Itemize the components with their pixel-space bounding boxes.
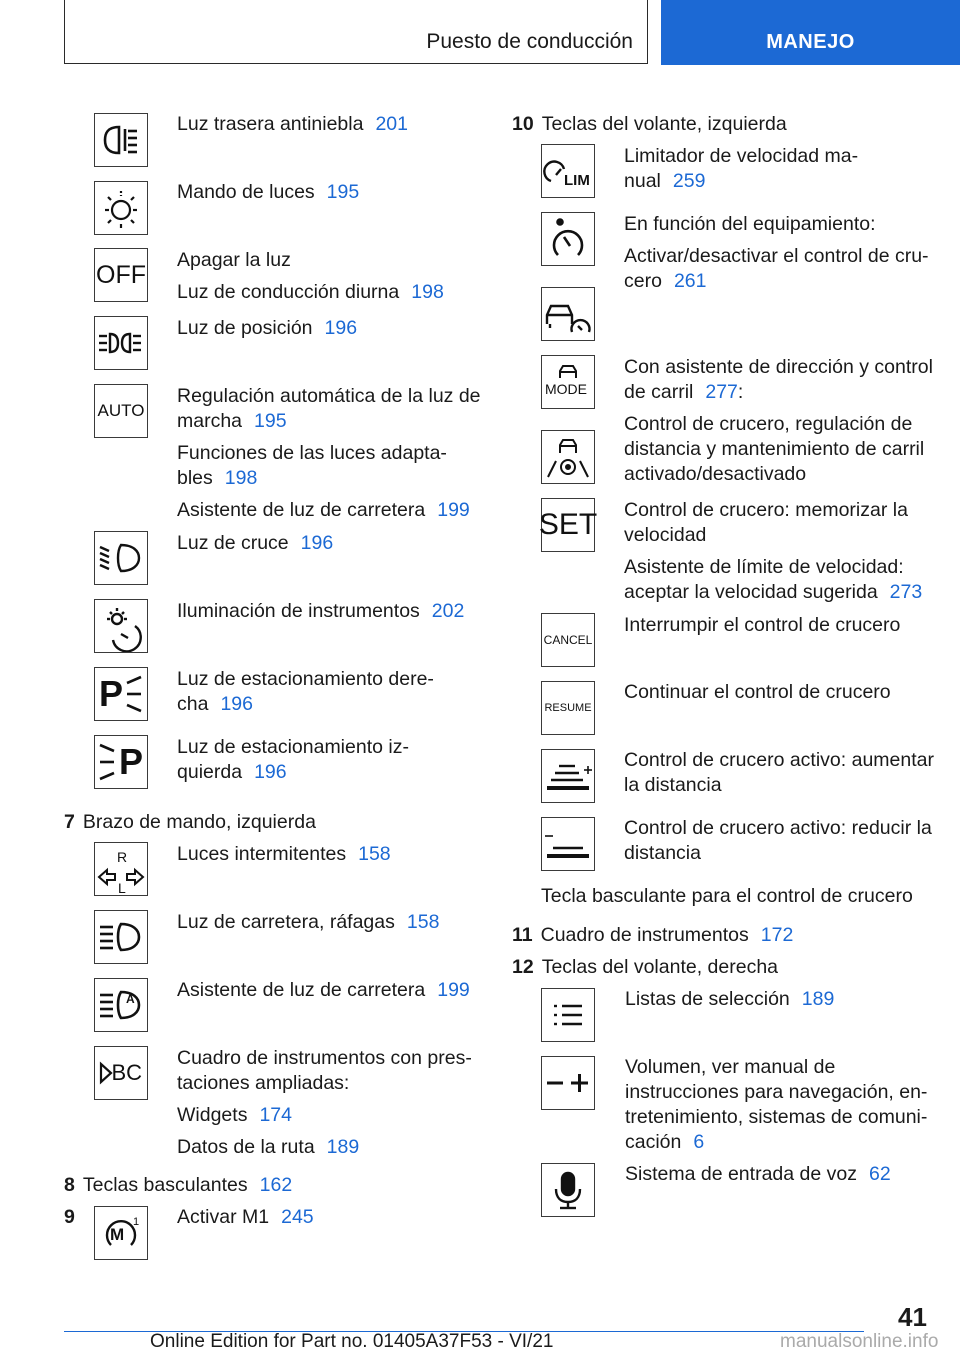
high-beam-entry: Luz de carretera, ráfagas 158 bbox=[177, 911, 440, 933]
chapter-title: MANEJO bbox=[766, 31, 855, 53]
light-switch-entry: Mando de luces 195 bbox=[177, 181, 360, 203]
voice-input-entry: Sistema de entrada de voz 62 bbox=[625, 1163, 891, 1185]
cruise-control-line2: cero 261 bbox=[624, 270, 707, 292]
cruise-control-line1: Activar/desactivar el control de cru- bbox=[624, 245, 929, 267]
footer-edition: Online Edition for Part no. 01405A37F53 - VI/21 bbox=[150, 1331, 554, 1352]
steering-assist-line1: Con asistente de dirección y control bbox=[624, 356, 933, 378]
acc-line1: Control de crucero, regulación de bbox=[624, 413, 913, 435]
section-tab[interactable] bbox=[64, 0, 648, 64]
widgets-entry: Widgets 174 bbox=[177, 1104, 292, 1126]
speed-limit-assist-line1: Asistente de límite de velocidad: bbox=[624, 556, 904, 578]
item-9-heading: 9 bbox=[64, 1206, 75, 1228]
light-switch-icon bbox=[94, 181, 148, 235]
page-ref-link[interactable]: 174 bbox=[259, 1104, 292, 1126]
svg-text:LIM: LIM bbox=[564, 172, 590, 189]
page-ref-link[interactable]: 158 bbox=[358, 843, 391, 865]
page-ref-link[interactable]: 196 bbox=[324, 317, 358, 339]
acc-line3: activado/desactivado bbox=[624, 463, 807, 485]
distance-increase-line2: la distancia bbox=[624, 774, 722, 796]
page-ref-link[interactable]: 6 bbox=[693, 1131, 705, 1153]
distance-decrease-line1: Control de crucero activo: reducir la bbox=[624, 817, 932, 839]
speed-limiter-line2: nual 259 bbox=[624, 170, 706, 192]
speed-limiter-line1: Limitador de velocidad ma- bbox=[624, 145, 859, 167]
instrument-lighting-icon bbox=[94, 599, 148, 653]
selection-lists-entry: Listas de selección 189 bbox=[625, 988, 835, 1010]
volume-line4: cación 6 bbox=[625, 1131, 705, 1153]
volume-line1: Volumen, ver manual de bbox=[625, 1056, 836, 1078]
set-line2: velocidad bbox=[624, 524, 707, 546]
position-light-icon bbox=[94, 316, 148, 370]
bc-line2: taciones ampliadas: bbox=[177, 1072, 350, 1094]
svg-text:1: 1 bbox=[133, 1216, 140, 1228]
set-button-icon: SET bbox=[541, 498, 595, 552]
volume-line3: tretenimiento, sistemas de comuni- bbox=[625, 1106, 928, 1128]
lights-off-icon: OFF bbox=[94, 248, 148, 302]
page-ref-link[interactable]: 62 bbox=[868, 1163, 891, 1185]
section-title: Puesto de conducción bbox=[426, 30, 633, 53]
cancel-button-icon: CANCEL bbox=[541, 613, 595, 667]
svg-text:R: R bbox=[117, 849, 128, 865]
page-ref-link[interactable]: 172 bbox=[760, 924, 794, 946]
page-ref-link[interactable]: 158 bbox=[406, 911, 440, 933]
page-ref-link[interactable]: 199 bbox=[437, 499, 470, 521]
adaptive-light-line1: Funciones de las luces adapta- bbox=[177, 442, 447, 464]
auto-light-icon: AUTO bbox=[94, 384, 148, 438]
page-ref-link[interactable]: 196 bbox=[254, 761, 287, 783]
page-ref-link[interactable]: 273 bbox=[889, 581, 923, 603]
parking-light-left-line1: Luz de estacionamiento iz- bbox=[177, 736, 409, 758]
item-8-heading: 8 Teclas basculantes 162 bbox=[64, 1174, 293, 1196]
set-line1: Control de crucero: memorizar la bbox=[624, 499, 908, 521]
page-ref-link[interactable]: 261 bbox=[673, 270, 707, 292]
parking-light-left-icon: P bbox=[94, 735, 148, 789]
bc-button-icon: BC bbox=[94, 1046, 148, 1100]
auto-light-line1: Regulación automática de la luz de bbox=[177, 385, 481, 407]
trip-data-entry: Datos de la ruta 189 bbox=[177, 1136, 360, 1158]
rocker-switch-note: Tecla basculante para el control de crucero bbox=[541, 885, 913, 907]
item-7-heading: 7 Brazo de mando, izquierda bbox=[64, 811, 316, 833]
equipment-note: En función del equipamiento: bbox=[624, 213, 876, 235]
svg-text:MODE: MODE bbox=[545, 381, 587, 397]
turn-signal-icon bbox=[94, 842, 148, 896]
list-menu-icon bbox=[541, 988, 595, 1042]
distance-increase-line1: Control de crucero activo: aumentar bbox=[624, 749, 934, 771]
page-ref-link[interactable]: 162 bbox=[259, 1174, 293, 1196]
volume-line2: instrucciones para navegación, en- bbox=[625, 1081, 928, 1103]
chapter-tab[interactable] bbox=[661, 0, 960, 65]
svg-text:L: L bbox=[118, 880, 126, 895]
high-beam-assist-2-entry: Asistente de luz de carretera 199 bbox=[177, 979, 470, 1001]
car-speed-icon bbox=[541, 287, 595, 341]
page-ref-link[interactable]: 198 bbox=[224, 467, 258, 489]
page-ref-link[interactable]: 195 bbox=[254, 410, 287, 432]
m1-button-icon bbox=[94, 1206, 148, 1260]
page-number: 41 bbox=[898, 1302, 927, 1332]
page-ref-link[interactable]: 201 bbox=[375, 113, 408, 135]
microphone-icon bbox=[541, 1163, 595, 1217]
instrument-lighting-entry: Iluminación de instrumentos 202 bbox=[177, 600, 465, 622]
resume-button-icon: RESUME bbox=[541, 681, 595, 735]
page-ref-link[interactable]: 259 bbox=[672, 170, 706, 192]
item-11-heading: 11 Cuadro de instrumentos 172 bbox=[512, 924, 794, 946]
cancel-entry: Interrumpir el control de crucero bbox=[624, 614, 901, 636]
page-ref-link[interactable]: 196 bbox=[300, 532, 334, 554]
page-ref-link[interactable]: 195 bbox=[326, 181, 360, 203]
resume-entry: Continuar el control de crucero bbox=[624, 681, 891, 703]
distance-decrease-line2: distancia bbox=[624, 842, 701, 864]
header-bar bbox=[0, 0, 960, 66]
acc-line2: distancia y mantenimiento de carril bbox=[624, 438, 925, 460]
lane-assist-icon bbox=[541, 430, 595, 484]
volume-icon bbox=[541, 1056, 595, 1110]
high-beam-assist-icon bbox=[94, 978, 148, 1032]
item-12-heading: 12 Teclas del volante, derecha bbox=[512, 956, 779, 978]
low-beam-icon bbox=[94, 531, 148, 585]
page-ref-link[interactable]: 245 bbox=[281, 1206, 314, 1228]
svg-text:A: A bbox=[126, 992, 135, 1006]
parking-light-left-line2: quierda 196 bbox=[177, 761, 287, 783]
auto-light-line2: marcha 195 bbox=[177, 410, 287, 432]
parking-light-right-line1: Luz de estacionamiento dere- bbox=[177, 668, 434, 690]
item-10-heading: 10 Teclas del volante, izquierda bbox=[512, 113, 787, 135]
position-light-entry: Luz de posición 196 bbox=[177, 317, 358, 339]
lights-off-entry: Apagar la luz bbox=[177, 249, 291, 271]
speed-limiter-icon bbox=[541, 144, 595, 198]
page-ref-link[interactable]: 189 bbox=[326, 1136, 360, 1158]
page-ref-link[interactable]: 196 bbox=[220, 693, 253, 715]
page-ref-link[interactable]: 277 bbox=[705, 381, 738, 403]
page-ref-link[interactable]: 199 bbox=[437, 979, 470, 1001]
parking-light-right-line2: cha 196 bbox=[177, 693, 253, 715]
turn-signal-entry: Luces intermitentes 158 bbox=[177, 843, 391, 865]
page-ref-link[interactable]: 198 bbox=[411, 281, 444, 303]
parking-light-right-icon: P bbox=[94, 667, 148, 721]
speed-limit-assist-line2: aceptar la velocidad sugerida 273 bbox=[624, 581, 923, 603]
rear-fog-light-icon bbox=[94, 113, 148, 167]
bc-line1: Cuadro de instrumentos con pres- bbox=[177, 1047, 472, 1069]
cruise-control-icon bbox=[541, 212, 595, 266]
page-ref-link[interactable]: 202 bbox=[431, 600, 465, 622]
drive-mode-icon bbox=[541, 355, 595, 409]
high-beam-assist-entry: Asistente de luz de carretera 199 bbox=[177, 499, 470, 521]
distance-decrease-icon bbox=[541, 817, 595, 871]
distance-increase-icon bbox=[541, 749, 595, 803]
high-beam-icon bbox=[94, 910, 148, 964]
drl-entry: Luz de conducción diurna 198 bbox=[177, 281, 444, 303]
m1-entry: Activar M1 245 bbox=[177, 1206, 314, 1228]
rear-fog-light-entry: Luz trasera antiniebla 201 bbox=[177, 113, 408, 135]
steering-assist-line2: de carril 277: bbox=[624, 381, 744, 403]
svg-text:M: M bbox=[110, 1225, 125, 1244]
adaptive-light-line2: bles 198 bbox=[177, 467, 258, 489]
page-ref-link[interactable]: 189 bbox=[801, 988, 835, 1010]
watermark: manualsonline.info bbox=[780, 1331, 939, 1352]
low-beam-entry: Luz de cruce 196 bbox=[177, 532, 334, 554]
